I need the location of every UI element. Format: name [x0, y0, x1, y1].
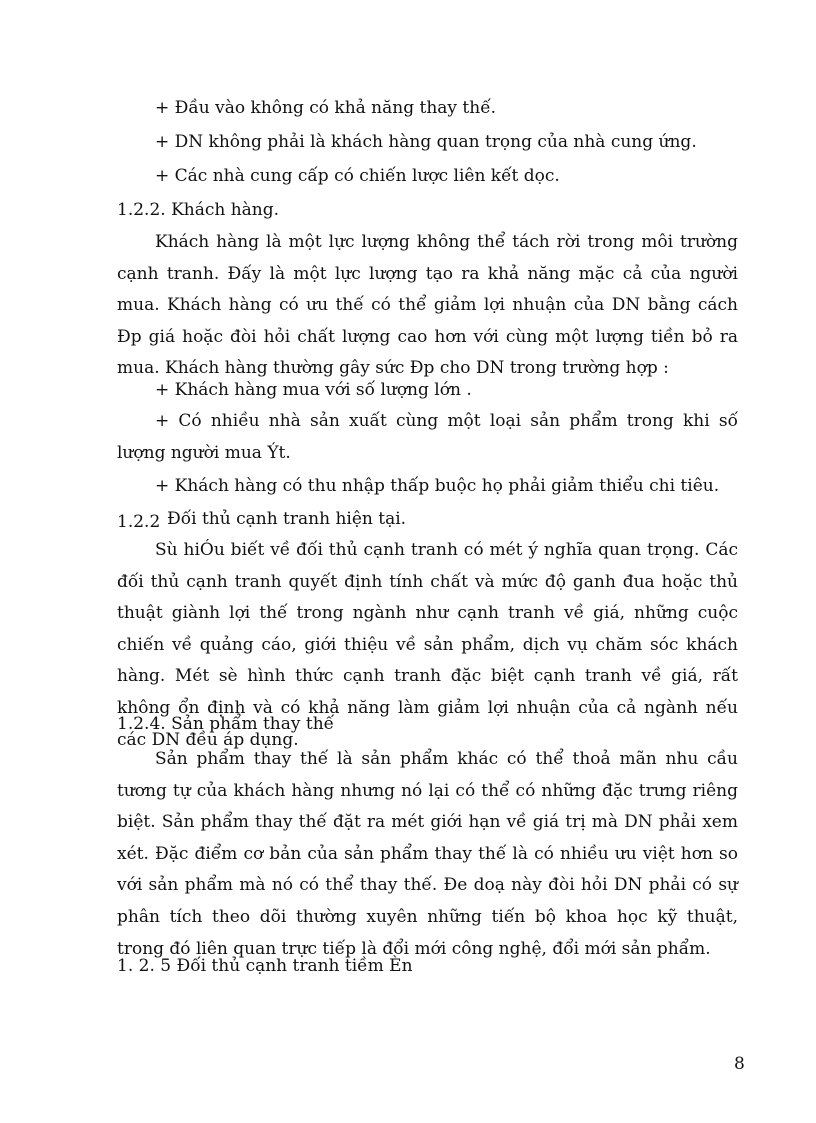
- heading-title-doi-thu: Đối thủ cạnh tranh hiện tại.: [167, 509, 407, 529]
- heading-khach-hang: 1.2.2. Khách hàng.: [117, 200, 280, 220]
- bullet-large-volume: + Khách hàng mua với số lượng lớn .: [155, 380, 472, 400]
- heading-doi-thu-tiem-an: 1. 2. 5 Đối thủ cạnh tranh tiềm Èn: [117, 956, 413, 976]
- heading-number-doi-thu: 1.2.2: [117, 512, 161, 532]
- bullet-vertical-integration: + Các nhà cung cấp có chiến lược liên kết dọc.: [155, 166, 560, 186]
- heading-san-pham-thay-the: 1.2.4. Sản phẩm thay thế: [117, 714, 335, 734]
- paragraph-doi-thu: Sù hiÓu biết về đối thủ cạnh tranh có mét ý nghĩa quan trọng. Các đối thủ cạnh tranh quyết định tính chất và mức độ ganh đua hoặc thủ thuật giành lợi thế trong ngành như cạnh tranh về giá, những cuộc chiến về quảng cáo, giới thiệu về sản phẩm, dịch vụ chăm sóc khách hàng. Mét sè hình thức cạnh tranh đặc biệt cạnh tranh về giá, rất không ổn định và có khả năng làm giảm lợi nhuận của cả ngành nếu các DN đều áp dụng.: [117, 540, 738, 750]
- paragraph-san-pham-thay-the: Sản phẩm thay thế là sản phẩm khác có thể thoả mãn nhu cầu tương tự của khách hàng nhưng nó lại có thể có những đặc trưng riêng biệt. Sản phẩm thay thế đặt ra mét giới hạn về giá trị mà DN phải xem xét. Đặc điểm cơ bản của sản phẩm thay thế là có nhiều ưu việt hơn so với sản phẩm mà nó có thể thay thế. Đe doạ này đòi hỏi DN phải có sự phân tích theo dõi thường xuyên những tiến bộ khoa học kỹ thuật, trong đó liên quan trực tiếp là đổi mới công nghệ, đổi mới sản phẩm.: [117, 749, 738, 959]
- paragraph-khach-hang: Khách hàng là một lực lượng không thể tách rời trong môi trường cạnh tranh. Đấy là một lực lượng tạo ra khả năng mặc cả của người mua. Khách hàng có ưu thế có thể giảm lợi nhuận của DN bằng cách Ðp giá hoặc đòi hỏi chất lượng cao hơn với cùng một lượng tiền bỏ ra mua. Khách hàng thường gây sức Ðp cho DN trong trường hợp :: [117, 232, 738, 379]
- bullet-dn-not-important-customer: + DN không phải là khách hàng quan trọng của nhà cung ứng.: [155, 132, 697, 152]
- bullet-input-not-substitutable: + Đầu vào không có khả năng thay thế.: [155, 98, 497, 118]
- bullet-low-income: + Khách hàng có thu nhập thấp buộc họ phải giảm thiểu chi tiêu.: [155, 476, 720, 496]
- bullet-many-producers: + Có nhiều nhà sản xuất cùng một loại sản phẩm trong khi số lượng người mua Ýt.: [117, 411, 738, 463]
- page-number: 8: [734, 1054, 745, 1074]
